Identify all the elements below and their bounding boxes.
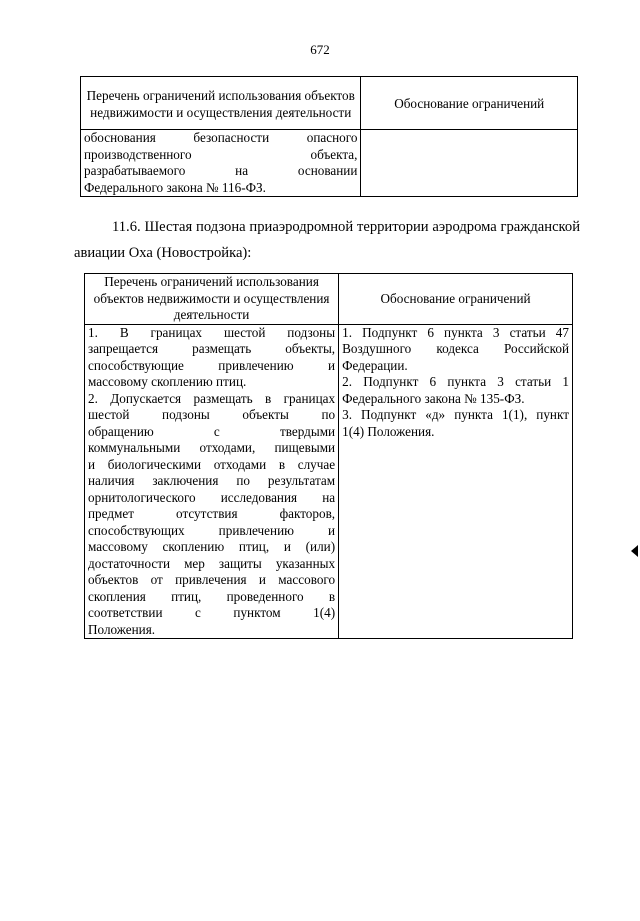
restrictions-table-subzone-6 bbox=[84, 273, 573, 639]
restrictions-table-continued bbox=[80, 76, 578, 197]
section-heading-line: 11.6. Шестая подзона приаэродромной территории аэродрома гражданской bbox=[112, 219, 580, 235]
text-line: шестой подзоны объекты по bbox=[88, 407, 336, 422]
page-number: 672 bbox=[310, 42, 330, 57]
text-line: запрещается размещать объекты, bbox=[88, 341, 336, 356]
text-line: обращению с твердыми bbox=[88, 423, 336, 439]
header-justification: Обоснование ограничений bbox=[339, 274, 573, 325]
text-line: 1(4) Положения. bbox=[342, 423, 435, 439]
text-line: соответствии с пунктом 1(4) bbox=[88, 605, 336, 620]
justification-cell bbox=[361, 130, 578, 197]
text-line: орнитологического исследования на bbox=[88, 489, 336, 505]
table-row bbox=[81, 130, 578, 197]
text-line: скопления птиц, проведенного в bbox=[88, 588, 336, 604]
text-line: 2. Допускается размещать в границах bbox=[88, 390, 336, 406]
table-header-row bbox=[81, 77, 578, 130]
text-line: 1. Подпункт 6 пункта 3 статьи 47 bbox=[342, 324, 569, 340]
section-heading bbox=[74, 214, 580, 266]
text-line: производственного объекта, bbox=[84, 146, 358, 162]
justification-cell bbox=[339, 324, 573, 639]
text-line: достаточности мер защиты указанных bbox=[88, 555, 336, 571]
text-line: Воздушного кодекса Российской bbox=[342, 341, 569, 356]
restrictions-cell bbox=[81, 130, 361, 197]
header-restrictions-list: Перечень ограничений использования объектов недвижимости и осуществления деятельности bbox=[85, 274, 339, 325]
text-line: предмет отсутствия факторов, bbox=[88, 506, 336, 521]
text-line: способствующих привлечению и bbox=[88, 522, 336, 538]
text-line: способствующие привлечению и bbox=[88, 357, 336, 373]
scan-edge-mark-icon bbox=[631, 545, 638, 557]
text-line: Положения. bbox=[88, 621, 156, 637]
table-header-row bbox=[85, 274, 573, 325]
text-line: обоснования безопасности опасного bbox=[84, 130, 358, 145]
text-line: 2. Подпункт 6 пункта 3 статьи 1 bbox=[342, 374, 569, 389]
section-heading-line: авиации Оха (Новостройка): bbox=[74, 245, 252, 261]
text-line: 3. Подпункт «д» пункта 1(1), пункт bbox=[342, 407, 569, 422]
header-restrictions-list: Перечень ограничений использования объектов недвижимости и осуществления деятельности bbox=[81, 77, 361, 130]
text-line: массовому скоплению птиц. bbox=[88, 374, 247, 389]
text-line: и биологическими отходами в случае bbox=[88, 456, 336, 472]
header-justification: Обоснование ограничений bbox=[361, 77, 578, 130]
table-row bbox=[85, 324, 573, 639]
text-line: разрабатываемого на основании bbox=[84, 163, 358, 178]
text-line: коммунальными отходами, пищевыми bbox=[88, 440, 336, 455]
text-line: Федерального закона № 116-ФЗ. bbox=[84, 179, 266, 195]
text-line: Федерального закона № 135-ФЗ. bbox=[342, 390, 525, 406]
text-line: массовому скоплению птиц, и (или) bbox=[88, 539, 336, 554]
text-line: 1. В границах шестой подзоны bbox=[88, 324, 336, 340]
restrictions-cell bbox=[85, 324, 339, 639]
text-line: Федерации. bbox=[342, 357, 408, 373]
text-line: объектов от привлечения и массового bbox=[88, 572, 336, 587]
text-line: наличия заключения по результатам bbox=[88, 473, 336, 488]
